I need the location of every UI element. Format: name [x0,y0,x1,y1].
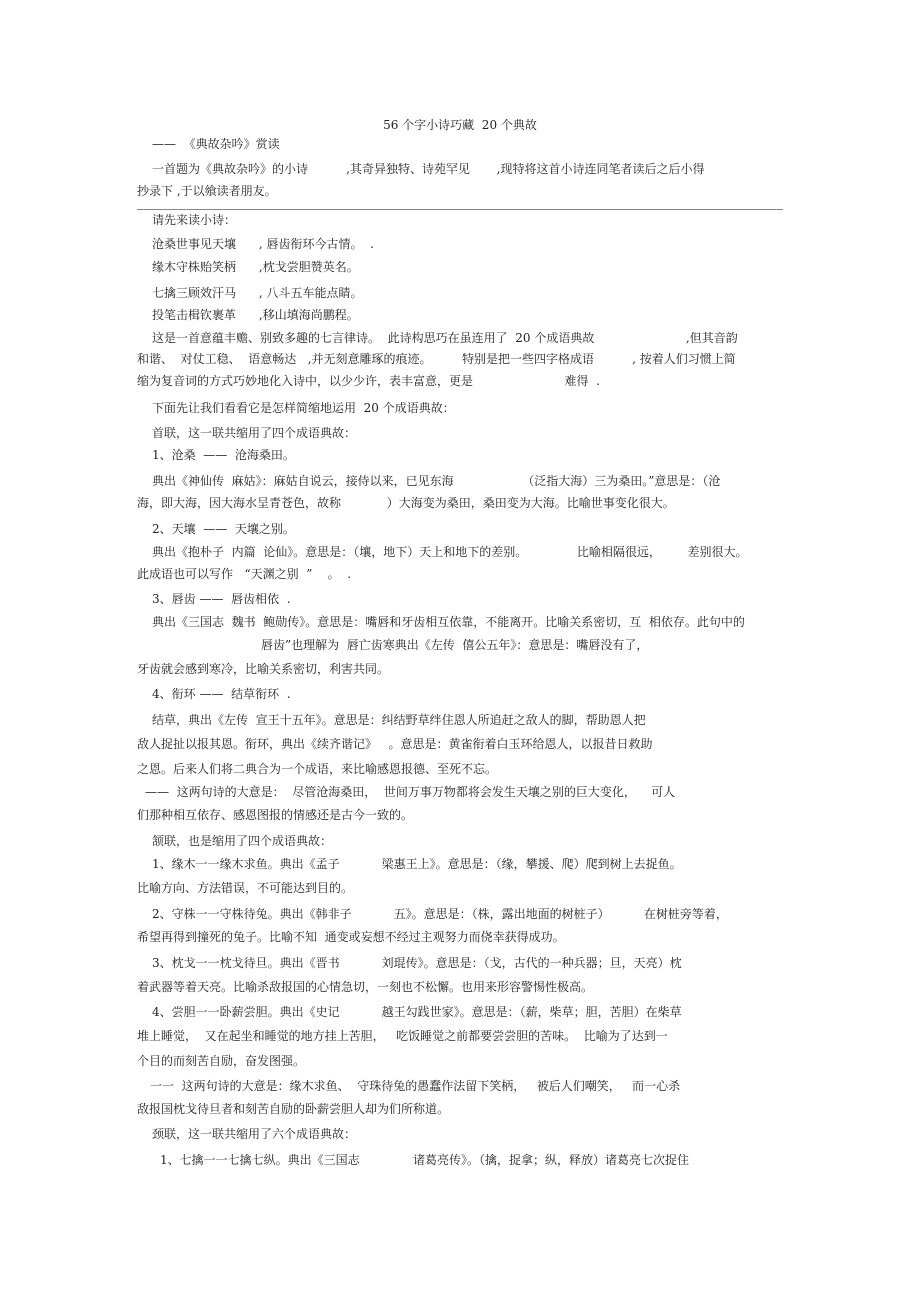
paragraph-line: 2、守株一一守株待兔。典出《韩非子 五》。意思是：（株，露出地面的树桩子） 在树桩旁等着， [152,907,728,921]
paragraph-line: 典出《抱朴子 内篇 论仙》。意思是：（壤，地下）天上和地下的差别。 比喻相隔很远， 差别很大。 [152,545,748,559]
section-heading: 颔联，也是缩用了四个成语典故： [152,834,333,848]
paragraph-line: 缩为复音词的方式巧妙地化入诗中，以少少许，表丰富意，更是 难得 . [137,374,600,388]
document-title: 56 个字小诗巧藏 20 个典故 [383,118,537,132]
subtitle: —— 《典故杂吟》赏读 [152,137,280,151]
paragraph-line: 堆上睡觉， 又在起坐和睡觉的地方挂上苦胆， 吃饭睡觉之前都要尝尝胆的苦味。 比喻为了达到一 [137,1029,668,1043]
paragraph-line: 敌报国枕戈待旦者和刻苦自励的卧薪尝胆人却为们所称道。 [137,1102,450,1116]
paragraph-line: 下面先让我们看看它是怎样简缩地运用 20 个成语典故： [152,401,455,415]
paragraph-line: 海，即大海，因大海水呈青苍色，故称 ）大海变为桑田，桑田变为大海。比喻世事变化很大。 [137,496,675,510]
paragraph-line: 典出《神仙传 麻姑》：麻姑自说云，接侍以来，已见东海 （泛指大海）三为桑田。”意思是：（沧 [152,474,721,488]
paragraph-line: 们那种相互依存、感恩图报的情感还是古今一致的。 [137,808,414,822]
paragraph-line: 一一 这两句诗的大意是：缘木求鱼、 守珠待兔的愚蠢作法留下笑柄， 被后人们嘲笑， 而一心杀 [150,1079,681,1093]
section-heading: 首联，这一联共缩用了四个成语典故： [152,426,357,440]
paragraph-line: 敌人捉扯以报其恩。衔环，典出《续齐谐记》 。意思是：黄雀衔着白玉环给恩人，以报昔日救助 [137,737,653,751]
paragraph-line: 这是一首意蕴丰赡、别致多趣的七言律诗。 此诗构思巧在虽连用了 20 个成语典故 ,但其音韵 [152,331,738,345]
paragraph-line: 之恩。后来人们将二典合为一个成语，来比喻感恩报德、至死不忘。 [137,762,498,776]
item-heading: 1、沧桑 —— 沧海桑田。 [152,448,295,462]
paragraph-line: 比喻方向、方法错误，不可能达到目的。 [137,881,354,895]
paragraph-line: 结草，典出《左传 宣王十五年》。意思是：纠结野草绊住恩人所追赶之敌人的脚，帮助恩人把 [152,713,646,727]
paragraph-line: 个目的而刻苦自励，奋发图强。 [137,1054,306,1068]
poem-line: 缘木守株贻笑柄 ,枕戈尝胆赞英名。 [152,260,359,274]
paragraph-line: 请先来读小诗： [152,213,237,227]
paragraph-line: 3、枕戈一一枕戈待旦。典出《晋书 刘琨传》。意思是：（戈，古代的一种兵器；旦，天亮）枕 [152,956,682,970]
poem-line: 投笔击楫钦裹革 ,移山填海尚鹏程。 [152,308,359,322]
paragraph-line: 1、缘木一一缘木求鱼。典出《孟子 梁惠王上》。意思是：（缘，攀援、爬）爬到树上去捉鱼。 [152,857,682,871]
divider [137,209,783,210]
paragraph-line: 唇齿”也理解为 唇亡齿寒典出《左传 僖公五年》：意思是：嘴唇没有了， [261,638,649,652]
paragraph-line: 和谐、 对仗工稳、 语意畅达 ,并无刻意雕琢的痕迹。 特别是把一些四字格成语 , 按着人们习惯上简 [137,352,736,366]
paragraph-line: —— 这两句诗的大意是： 尽管沧海桑田， 世间万事万物都将会发生天壤之别的巨大变化， 可人 [145,785,676,799]
paragraph-line: 典出《三国志 魏书 鲍勋传》。意思是：嘴唇和牙齿相互依靠，不能离开。比喻关系密切，互 相依存。此句中的 [152,615,745,629]
paragraph-line: 希望再得到撞死的兔子。比喻不知 通变或妄想不经过主观努力而侥幸获得成功。 [137,930,565,944]
paragraph-line: 牙齿就会感到寒冷，比喻关系密切，利害共同。 [137,662,390,676]
item-heading: 4、衔环 —— 结草衔环 . [152,687,291,701]
item-heading: 3、唇齿 —— 唇齿相依 . [152,592,291,606]
poem-line: 七擒三顾效汗马 , 八斗五车能点睛。 [152,286,363,300]
paragraph-line: 4、尝胆一一卧薪尝胆。典出《史记 越王勾践世家》。意思是：（薪，柴草；胆，苦胆）在柴草 [152,1005,682,1019]
paragraph-line: 着武器等着天亮。比喻杀敌报国的心情急切，一刻也不松懈。也用来形容警惕性极高。 [137,980,594,994]
paragraph-line: 抄录下 ,于以飨读者朋友。 [137,184,277,198]
paragraph-line: 1、七擒一一七擒七纵。典出《三国志 诸葛亮传》。（擒，捉拿；纵，释放）诸葛亮七次捉住 [160,1153,690,1167]
item-heading: 2、天壤 —— 天壤之别。 [152,522,295,536]
section-heading: 颈联，这一联共缩用了六个成语典故： [152,1127,357,1141]
poem-line: 沧桑世事见天壤 , 唇齿衔环今古情。 . [152,237,374,251]
paragraph-line: 此成语也可以写作 “天渊之别 ” 。 . [137,567,352,581]
paragraph-line: 一首题为《典故杂吟》的小诗 ,其奇异独特、诗苑罕见 ,现特将这首小诗连同笔者读后之后小得 [152,162,705,176]
